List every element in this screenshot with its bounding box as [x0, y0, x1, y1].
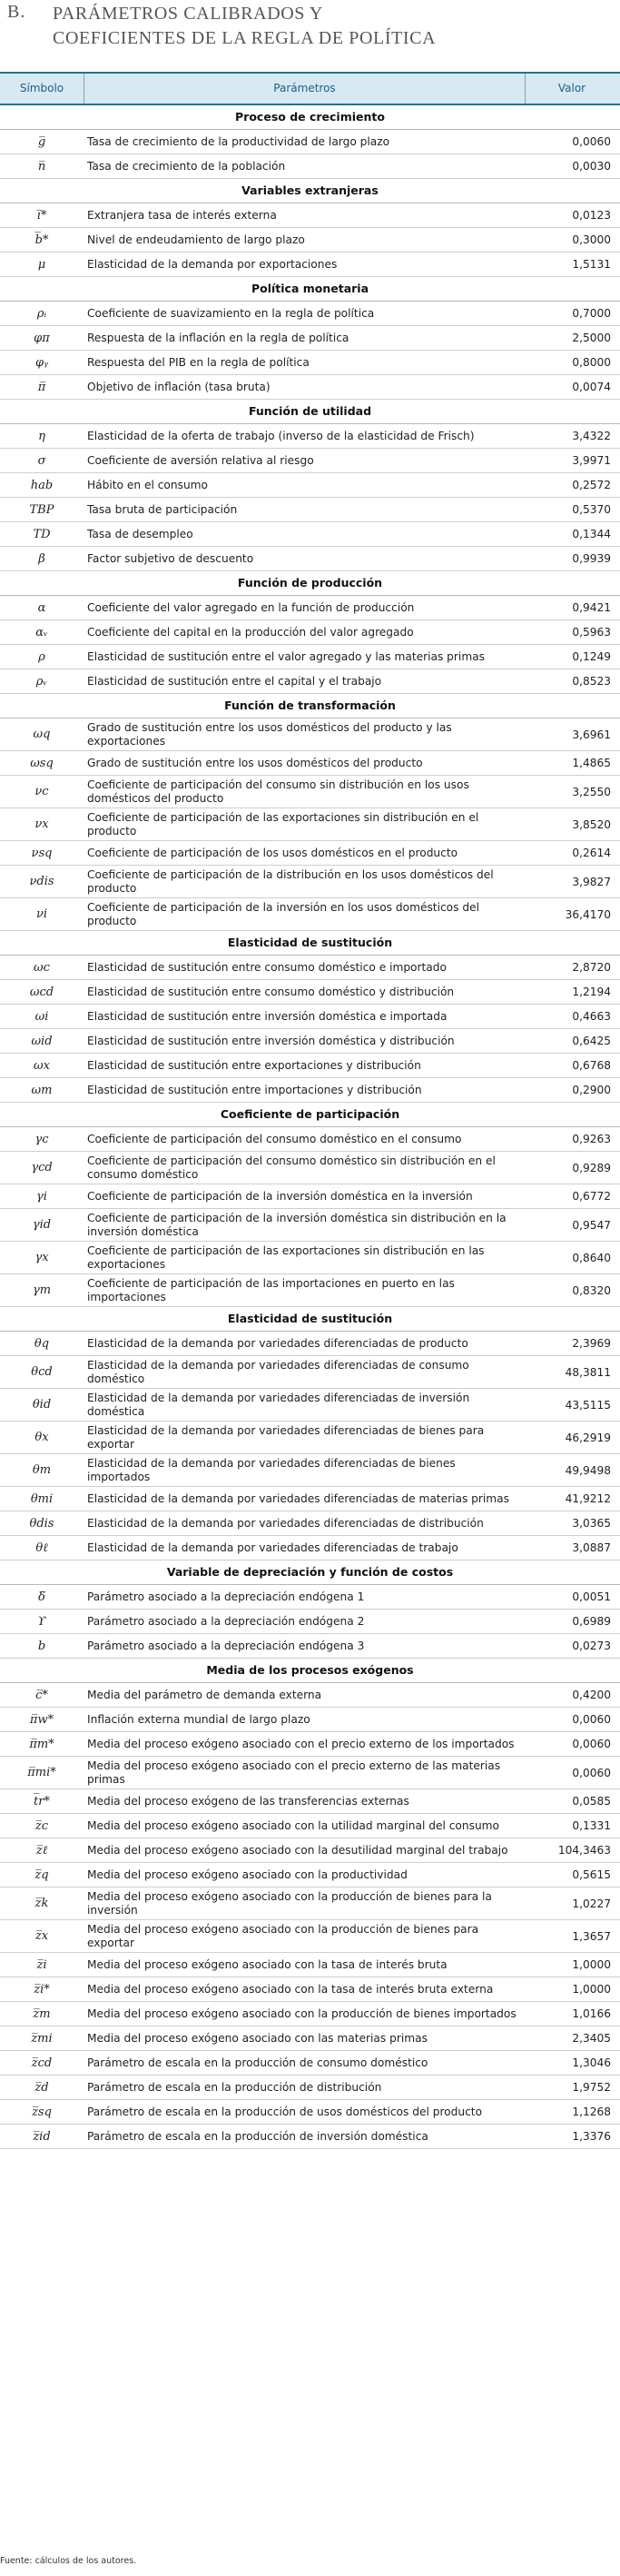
parameter-symbol: νsq [31, 846, 53, 860]
parameter-symbol: νc [34, 785, 49, 798]
parameter-description: Nivel de endeudamiento de largo plazo [87, 233, 305, 246]
parameter-description: Elasticidad de la demanda por variedades diferenciadas de materias primas [87, 1491, 509, 1505]
parameter-description: Elasticidad de la demanda por variedades diferenciadas de producto [87, 1336, 468, 1350]
parameter-description: Coeficiente de participación del consumo doméstico sin distribución en el consumo doméstico [87, 1154, 496, 1181]
table-row [0, 2076, 620, 2100]
table-row [0, 718, 620, 751]
parameter-symbol: αᵥ [35, 625, 48, 639]
parameter-description: Elasticidad de la oferta de trabajo (inverso de la elasticidad de Frisch) [87, 429, 475, 442]
parameter-symbol: θℓ [35, 1541, 48, 1555]
parameter-symbol: z̅k [34, 1897, 49, 1910]
section-title: Media de los procesos exógenos [0, 1659, 620, 1683]
parameter-description: Media del proceso exógeno asociado con las materias primas [87, 2031, 428, 2045]
table-row [0, 1920, 620, 1953]
parameter-value: 2,8720 [572, 961, 611, 974]
parameter-value: 1,2194 [572, 986, 611, 998]
parameter-value: 1,0166 [572, 2007, 611, 2020]
parameter-value: 0,9547 [572, 1218, 611, 1232]
parameter-value: 0,6425 [572, 1035, 611, 1047]
table-row [0, 980, 620, 1005]
table-row [0, 669, 620, 694]
section-title: Coeficiente de participación [0, 1103, 620, 1127]
parameter-symbol: π̅w* [29, 1712, 54, 1727]
parameter-value: 41,9212 [565, 1492, 611, 1505]
table-row [0, 547, 620, 571]
table-row [0, 1863, 620, 1887]
table-row [0, 228, 620, 253]
parameter-symbol: b̅* [34, 233, 49, 247]
parameter-symbol: g̅ [37, 134, 46, 149]
parameter-description: Respuesta del PIB en la regla de política [87, 355, 310, 369]
parameter-symbol: z̅id [33, 2129, 51, 2144]
table-row [0, 1977, 620, 2002]
parameter-value: 49,9498 [565, 1463, 611, 1477]
parameter-value: 0,8000 [572, 356, 611, 369]
table-row [0, 841, 620, 866]
table-row [0, 898, 620, 931]
parameter-value: 1,1268 [572, 2105, 611, 2118]
parameter-value: 0,8523 [572, 675, 611, 688]
parameter-description: Extranjera tasa de interés externa [87, 208, 277, 222]
parameter-value: 0,6989 [572, 1615, 611, 1628]
parameter-symbol: TD [33, 527, 51, 541]
parameter-value: 0,1249 [572, 650, 611, 663]
parameter-symbol: z̅sq [32, 2105, 52, 2119]
parameter-symbol: ωq [33, 728, 51, 741]
parameter-description: Parámetro de escala en la producción de usos domésticos del producto [87, 2105, 483, 2118]
parameter-description: Elasticidad de la demanda por exportaciones [87, 257, 338, 271]
section-title: Elasticidad de sustitución [0, 1307, 620, 1332]
parameter-symbol: z̅d [34, 2080, 49, 2095]
parameter-symbol: θq [34, 1336, 50, 1351]
parameter-symbol: μ [37, 257, 46, 272]
parameter-value: 0,0123 [572, 209, 611, 222]
parameter-description: Coeficiente de aversión relativa al riesgo [87, 453, 314, 467]
parameter-description: Parámetro asociado a la depreciación endógena 3 [87, 1639, 365, 1652]
parameter-symbol: νdis [29, 875, 54, 888]
parameter-description: Coeficiente de participación de la inversión doméstica en la inversión [87, 1189, 473, 1203]
table-row [0, 1389, 620, 1422]
parameter-value: 0,4200 [572, 1689, 611, 1701]
parameter-symbol: θmi [30, 1491, 54, 1506]
table-row [0, 253, 620, 277]
parameter-value: 43,5115 [565, 1398, 611, 1412]
parameter-value: 0,0051 [572, 1590, 611, 1603]
parameter-description: Elasticidad de sustitución entre inversión doméstica y distribución [87, 1034, 455, 1047]
section-title: Variable de depreciación y función de costos [0, 1560, 620, 1585]
parameter-description: Factor subjetivo de descuento [87, 551, 254, 565]
parameter-description: Tasa de crecimiento de la productividad de largo plazo [87, 134, 390, 148]
table-row [0, 498, 620, 522]
parameter-description: Coeficiente de participación de la inversión doméstica sin distribución en la inversión doméstica [87, 1211, 507, 1238]
parameter-description: Hábito en el consumo [87, 478, 209, 491]
table-row [0, 1757, 620, 1789]
table-row [0, 620, 620, 645]
parameter-value: 1,9752 [572, 2081, 611, 2094]
parameter-value: 0,0060 [572, 1766, 611, 1779]
section-title: Función de utilidad [0, 400, 620, 424]
parameter-value: 1,4865 [572, 757, 611, 769]
parameter-value: 0,0060 [572, 1738, 611, 1750]
parameter-symbol: η [38, 429, 45, 443]
parameter-value: 0,8320 [572, 1283, 611, 1297]
section-title: Elasticidad de sustitución [0, 931, 620, 956]
parameter-description: Elasticidad de sustitución entre el valor agregado y las materias primas [87, 649, 486, 663]
parameter-value: 0,0585 [572, 1795, 611, 1808]
table-row [0, 1789, 620, 1814]
parameter-symbol: φπ [34, 331, 50, 345]
parameter-value: 2,3405 [572, 2032, 611, 2045]
parameter-value: 1,5131 [572, 258, 611, 271]
parameter-value: 2,3969 [572, 1337, 611, 1350]
parameter-symbol: ρᵥ [35, 674, 48, 689]
parameter-value: 0,0273 [572, 1640, 611, 1652]
table-row [0, 956, 620, 980]
parameter-value: 3,8520 [572, 817, 611, 831]
table-row [0, 326, 620, 351]
parameter-value: 0,0030 [572, 160, 611, 173]
parameter-description: Media del parámetro de demanda externa [87, 1688, 322, 1701]
parameter-symbol: z̅mi [31, 2031, 53, 2046]
section-title: Variables extranjeras [0, 179, 620, 203]
parameter-description: Grado de sustitución entre los usos domésticos del producto [87, 756, 423, 769]
table-row [0, 596, 620, 620]
table-row [0, 1332, 620, 1356]
parameter-symbol: α [37, 600, 46, 615]
parameter-value: 3,0887 [572, 1541, 611, 1554]
parameter-description: Media del proceso exógeno asociado con el precio externo de los importados [87, 1737, 515, 1750]
parameter-symbol: ωm [31, 1083, 53, 1097]
parameter-symbol: γi [36, 1189, 47, 1204]
column-header-value: Valor [557, 82, 586, 94]
parameter-value: 3,6961 [572, 728, 611, 741]
parameter-value: 46,2919 [565, 1431, 611, 1444]
parameter-description: Media del proceso exógeno asociado con la utilidad marginal del consumo [87, 1818, 500, 1832]
parameter-symbol: π̅m* [29, 1737, 54, 1751]
table-row [0, 1029, 620, 1054]
table-row [0, 1536, 620, 1560]
parameter-symbol: ωc [34, 960, 50, 975]
parameter-description: Media del proceso exógeno asociado con el precio externo de las materias primas [87, 1759, 501, 1786]
table-row [0, 1422, 620, 1454]
parameter-value: 3,4322 [572, 430, 611, 442]
parameter-symbol: t̅r* [34, 1794, 50, 1808]
parameter-value: 0,2614 [572, 847, 611, 859]
table-row [0, 1127, 620, 1152]
table-row [0, 130, 620, 154]
table-header [0, 72, 620, 105]
parameter-symbol: β [38, 551, 45, 566]
parameter-value: 1,3657 [572, 1929, 611, 1943]
parameter-description: Tasa de desempleo [87, 527, 193, 540]
parameter-description: Elasticidad de la demanda por variedades diferenciadas de distribución [87, 1516, 484, 1530]
table-row [0, 1274, 620, 1307]
source-note: Fuente: cálculos de los autores. [0, 2556, 137, 2566]
parameter-value: 104,3463 [557, 1844, 611, 1857]
parameter-value: 0,0060 [572, 135, 611, 148]
table-row [0, 1209, 620, 1242]
parameter-value: 0,2900 [572, 1084, 611, 1096]
parameter-symbol: νx [34, 817, 49, 831]
parameter-symbol: z̅ℓ [35, 1844, 48, 1858]
parameter-description: Inflación externa mundial de largo plazo [87, 1712, 310, 1726]
parameters-table [0, 72, 620, 2149]
table-body [0, 105, 620, 2149]
parameter-description: Coeficiente del valor agregado en la función de producción [87, 600, 415, 614]
table-row [0, 473, 620, 498]
parameter-symbol: i̅* [36, 208, 47, 223]
parameter-value: 0,9939 [572, 552, 611, 565]
section-title: Proceso de crecimiento [0, 105, 620, 130]
parameter-description: Elasticidad de la demanda por variedades diferenciadas de bienes importados [87, 1456, 456, 1483]
parameter-symbol: b [37, 1639, 46, 1653]
parameter-value: 1,0000 [572, 1983, 611, 1996]
parameter-value: 2,5000 [572, 332, 611, 344]
table-row [0, 2051, 620, 2076]
table-row [0, 1953, 620, 1977]
section-title: Función de producción [0, 571, 620, 596]
parameter-symbol: ϒ [37, 1614, 46, 1629]
table-row [0, 449, 620, 473]
table-row [0, 351, 620, 375]
parameter-value: 0,8640 [572, 1251, 611, 1264]
table-row [0, 1585, 620, 1610]
parameter-symbol: θx [34, 1431, 49, 1444]
parameter-symbol: z̅i* [34, 1982, 50, 1996]
parameter-value: 0,5615 [572, 1868, 611, 1881]
parameter-symbol: ωsq [30, 756, 54, 770]
parameter-value: 0,5963 [572, 626, 611, 639]
parameter-symbol: z̅c [34, 1818, 49, 1833]
table-row [0, 751, 620, 776]
table-row [0, 2100, 620, 2125]
parameter-description: Tasa de crecimiento de la población [87, 159, 286, 173]
parameter-symbol: n̅ [37, 159, 46, 173]
table-row [0, 2125, 620, 2149]
parameter-value: 36,4170 [565, 907, 611, 921]
parameter-symbol: θid [32, 1398, 52, 1412]
table-row [0, 375, 620, 400]
table-row [0, 1487, 620, 1511]
parameter-value: 0,6768 [572, 1059, 611, 1072]
parameter-symbol: θdis [29, 1516, 54, 1531]
parameter-value: 0,0074 [572, 381, 611, 393]
table-heading [7, 2, 615, 53]
parameter-symbol: φᵧ [35, 355, 48, 370]
parameter-value: 0,5370 [572, 503, 611, 516]
table-row [0, 1511, 620, 1536]
parameter-value: 48,3811 [565, 1365, 611, 1379]
table-row [0, 1242, 620, 1274]
parameter-symbol: π̅ [37, 380, 46, 394]
table-row [0, 1814, 620, 1838]
parameter-description: Elasticidad de sustitución entre consumo doméstico y distribución [87, 985, 455, 998]
parameter-symbol: z̅x [34, 1929, 49, 1943]
parameter-value: 0,9421 [572, 601, 611, 614]
parameter-description: Coeficiente de participación de la inversión en los usos domésticos del producto [87, 900, 479, 927]
table-row [0, 2026, 620, 2051]
parameter-value: 3,9827 [572, 875, 611, 888]
table-row [0, 302, 620, 326]
parameter-description: Elasticidad de sustitución entre exportaciones y distribución [87, 1058, 421, 1072]
parameter-symbol: γid [32, 1218, 52, 1232]
parameter-symbol: ωi [34, 1009, 49, 1024]
heading-title: PARÁMETROS CALIBRADOS Y COEFICIENTES DE LA REGLA DE POLÍTICA [53, 4, 437, 48]
table-row [0, 203, 620, 228]
parameter-description: Elasticidad de la demanda por variedades diferenciadas de inversión doméstica [87, 1391, 470, 1418]
table-row [0, 1683, 620, 1708]
table-row [0, 424, 620, 449]
parameter-description: Parámetro asociado a la depreciación endógena 2 [87, 1614, 365, 1628]
table-row [0, 808, 620, 841]
section-title: Función de transformación [0, 694, 620, 718]
parameter-symbol: ρ [38, 649, 45, 664]
parameter-symbol: TBP [29, 502, 54, 517]
parameter-description: Elasticidad de la demanda por variedades diferenciadas de trabajo [87, 1541, 458, 1554]
table-row [0, 1634, 620, 1659]
parameter-description: Parámetro de escala en la producción de distribución [87, 2080, 382, 2094]
parameter-value: 3,9971 [572, 454, 611, 467]
parameter-symbol: z̅q [34, 1868, 49, 1882]
parameter-description: Media del proceso exógeno asociado con la producción de bienes para exportar [87, 1922, 479, 1949]
parameter-description: Media del proceso exógeno asociado con la tasa de interés bruta externa [87, 1982, 494, 1996]
parameter-symbol: z̅m [33, 2006, 51, 2021]
parameter-symbol: σ [37, 453, 46, 468]
parameter-symbol: γm [32, 1283, 52, 1297]
heading-letter: B. [7, 2, 26, 22]
table-row [0, 866, 620, 898]
table-row [0, 1184, 620, 1209]
parameter-symbol: γcd [31, 1161, 53, 1174]
table-row [0, 1610, 620, 1634]
table-row [0, 1708, 620, 1732]
table-row [0, 776, 620, 808]
parameter-description: Parámetro de escala en la producción de inversión doméstica [87, 2129, 428, 2143]
parameter-symbol: θm [32, 1463, 52, 1477]
parameter-description: Coeficiente de participación de los usos domésticos en el producto [87, 846, 458, 859]
parameter-description: Elasticidad de la demanda por variedades diferenciadas de bienes para exportar [87, 1423, 485, 1451]
table-row [0, 1454, 620, 1487]
parameter-value: 3,2550 [572, 785, 611, 798]
parameter-symbol: z̅i [36, 1957, 47, 1972]
parameter-value: 0,1331 [572, 1819, 611, 1832]
parameter-value: 1,3376 [572, 2130, 611, 2143]
parameter-description: Coeficiente de participación del consumo doméstico en el consumo [87, 1132, 462, 1145]
parameter-value: 0,6772 [572, 1190, 611, 1203]
parameter-description: Media del proceso exógeno asociado con la desutilidad marginal del trabajo [87, 1843, 508, 1857]
table-row [0, 1356, 620, 1389]
parameter-description: Media del proceso exógeno asociado con la producción de bienes para la inversión [87, 1889, 492, 1917]
parameter-symbol: z̅cd [31, 2056, 53, 2070]
table-row [0, 154, 620, 179]
parameter-description: Elasticidad de sustitución entre el capital y el trabajo [87, 674, 382, 688]
parameter-description: Media del proceso exógeno asociado con la producción de bienes importados [87, 2006, 517, 2020]
parameter-symbol: c̅* [35, 1688, 48, 1702]
table-row [0, 645, 620, 669]
parameter-description: Coeficiente de participación de las exportaciones sin distribución en las exportaciones [87, 1243, 485, 1271]
parameter-description: Parámetro asociado a la depreciación endógena 1 [87, 1590, 365, 1603]
parameter-description: Coeficiente de participación de las exportaciones sin distribución en el producto [87, 810, 479, 837]
parameter-description: Elasticidad de sustitución entre inversión doméstica e importada [87, 1009, 448, 1023]
table-row [0, 1152, 620, 1184]
parameter-description: Tasa bruta de participación [87, 502, 238, 516]
parameter-symbol: γx [34, 1251, 49, 1264]
parameter-value: 1,3046 [572, 2056, 611, 2069]
parameter-description: Media del proceso exógeno de las transferencias externas [87, 1794, 409, 1808]
parameter-symbol: δ̅ [38, 1590, 45, 1604]
parameter-description: Coeficiente de participación de la distribución en los usos domésticos del producto [87, 867, 494, 895]
parameter-value: 0,1344 [572, 528, 611, 540]
parameter-symbol: ωid [31, 1034, 53, 1048]
parameter-description: Elasticidad de sustitución entre consumo doméstico e importado [87, 960, 447, 974]
parameter-value: 0,9289 [572, 1161, 611, 1174]
table-row [0, 1005, 620, 1029]
parameter-value: 1,0000 [572, 1958, 611, 1971]
parameter-value: 0,7000 [572, 307, 611, 320]
parameter-description: Coeficiente de suavizamiento en la regla de política [87, 306, 375, 320]
column-header-parameters: Parámetros [84, 74, 526, 104]
section-title: Política monetaria [0, 277, 620, 302]
parameter-description: Respuesta de la inflación en la regla de política [87, 331, 349, 344]
parameter-symbol: ωcd [29, 985, 54, 999]
table-row [0, 1838, 620, 1863]
parameter-description: Coeficiente de participación del consumo sin distribución en los usos domésticos del producto [87, 778, 469, 805]
parameter-symbol: hab [30, 478, 54, 492]
parameter-symbol: θcd [31, 1365, 53, 1379]
parameter-description: Coeficiente de participación de las importaciones en puerto en las importaciones [87, 1276, 455, 1303]
parameter-value: 0,3000 [572, 233, 611, 246]
parameter-description: Media del proceso exógeno asociado con la productividad [87, 1868, 408, 1881]
parameter-value: 3,0365 [572, 1517, 611, 1530]
parameter-symbol: ρᵢ [36, 306, 47, 321]
parameter-symbol: νi [35, 907, 48, 921]
parameter-value: 0,0060 [572, 1713, 611, 1726]
parameter-description: Parámetro de escala en la producción de consumo doméstico [87, 2056, 428, 2069]
parameter-description: Objetivo de inflación (tasa bruta) [87, 380, 271, 393]
parameter-value: 0,9263 [572, 1133, 611, 1145]
table-row [0, 1887, 620, 1920]
parameter-symbol: π̅mi* [27, 1766, 56, 1779]
table-row [0, 2002, 620, 2026]
table-row [0, 522, 620, 547]
parameter-description: Elasticidad de la demanda por variedades diferenciadas de consumo doméstico [87, 1358, 469, 1385]
column-header-symbol: Símbolo [19, 82, 64, 94]
parameter-description: Coeficiente del capital en la producción del valor agregado [87, 625, 414, 639]
parameter-value: 1,0227 [572, 1897, 611, 1910]
table-row [0, 1054, 620, 1078]
parameter-description: Elasticidad de sustitución entre importaciones y distribución [87, 1083, 422, 1096]
parameter-value: 0,4663 [572, 1010, 611, 1023]
parameter-value: 0,2572 [572, 479, 611, 491]
parameter-description: Media del proceso exógeno asociado con la tasa de interés bruta [87, 1957, 448, 1971]
parameter-symbol: ωx [34, 1058, 50, 1073]
parameter-description: Grado de sustitución entre los usos domésticos del producto y las exportaciones [87, 720, 452, 748]
table-row [0, 1732, 620, 1757]
parameter-symbol: γc [34, 1132, 49, 1146]
table-row [0, 1078, 620, 1103]
